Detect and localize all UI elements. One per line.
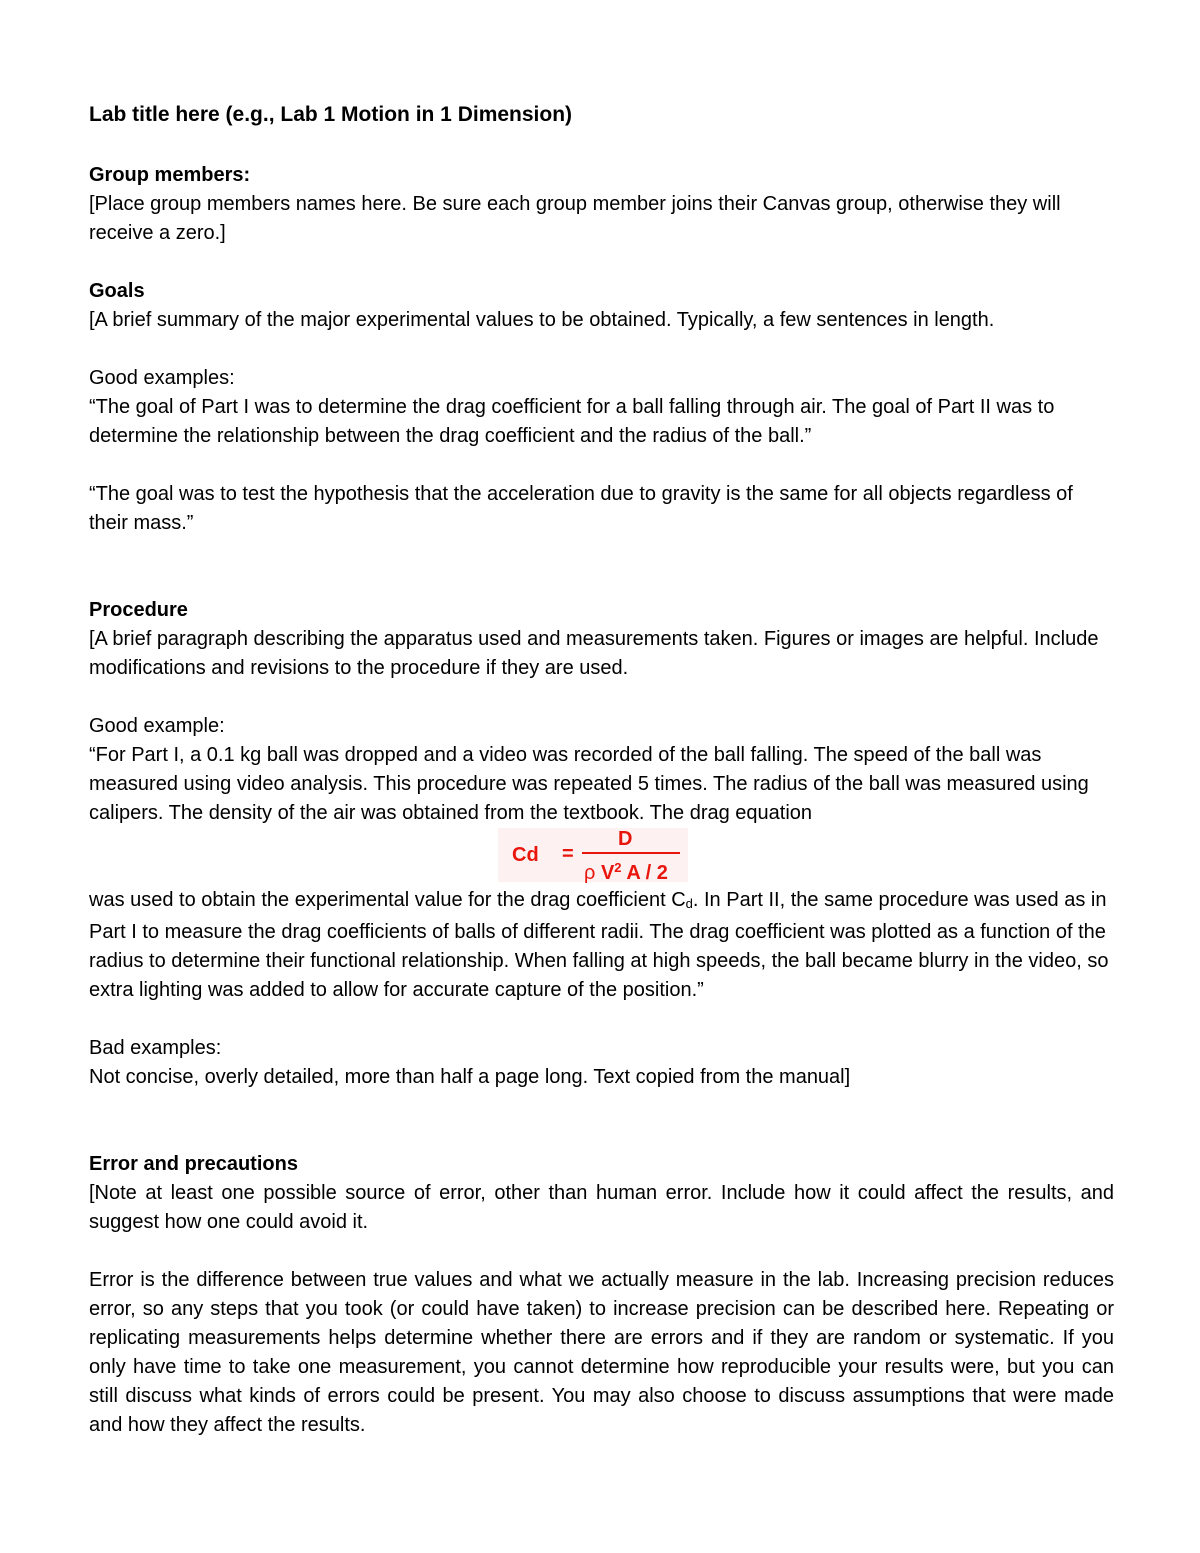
equation-fraction-bar bbox=[582, 852, 680, 854]
document-page bbox=[89, 100, 1114, 1440]
goals-heading: Goals bbox=[89, 280, 145, 302]
equation-exponent: 2 bbox=[614, 860, 622, 875]
equation-numerator: D bbox=[618, 828, 633, 850]
group-members-text: [Place group members names here. Be sure each group member joins their Canvas group, otherwise they will receive a zero.] bbox=[89, 193, 1061, 244]
lab-title: Lab title here (e.g., Lab 1 Motion in 1 Dimension) bbox=[89, 103, 573, 126]
drag-coefficient-subscript: d bbox=[685, 896, 693, 911]
equation-equals: = bbox=[562, 843, 574, 865]
procedure-example-part2-b: . In Part II, the same procedure was used as in Part I to measure the drag coefficients of balls of different radii. The drag coefficient was plotted as a function of the radius to determine their functional relationship. When falling at high speeds, the ball became blurry in the video, so extra lighting was added to allow for accurate capture of the position.” bbox=[89, 889, 1109, 1001]
errors-body: Error is the difference between true values and what we actually measure in the lab. Increasing precision reduces error, so any steps that you took (or could have taken) to increase precision can be described here. Repeating or replicating measurements helps determine whether there are errors and if they are random or systematic. If you only have time to take one measurement, you cannot determine how reproducible your results were, but you can still discuss what kinds of errors could be present. You may also choose to discuss assumptions that were made and how they affect the results. bbox=[89, 1269, 1114, 1436]
procedure-bad-text: Not concise, overly detailed, more than half a page long. Text copied from the manual] bbox=[89, 1066, 851, 1088]
group-members-heading: Group members: bbox=[89, 164, 251, 186]
goals-intro: [A brief summary of the major experimental values to be obtained. Typically, a few sentences in length. bbox=[89, 309, 995, 331]
procedure-intro: [A brief paragraph describing the apparatus used and measurements taken. Figures or images are helpful. Include modifications and revisions to the procedure if they are used. bbox=[89, 628, 1099, 679]
equation-v: V bbox=[600, 862, 615, 884]
errors-intro: [Note at least one possible source of error, other than human error. Include how it could affect the results, and suggest how one could avoid it. bbox=[89, 1182, 1114, 1233]
procedure-bad-label: Bad examples: bbox=[89, 1037, 222, 1059]
drag-equation bbox=[498, 828, 688, 882]
goals-example-1: “The goal of Part I was to determine the drag coefficient for a ball falling through air. The goal of Part II was to determine the relationship between the drag coefficient and the radius of the ball.” bbox=[89, 396, 1055, 447]
equation-rho: ρ bbox=[584, 862, 596, 884]
procedure-example-part2 bbox=[89, 886, 1114, 1005]
goals-good-label: Good examples: bbox=[89, 367, 235, 389]
procedure-heading: Procedure bbox=[89, 599, 188, 621]
procedure-example-part2-a: was used to obtain the experimental value for the drag coefficient C bbox=[89, 889, 686, 911]
procedure-example-part1: “For Part I, a 0.1 kg ball was dropped and a video was recorded of the ball falling. The speed of the ball was measured using video analysis. This procedure was repeated 5 times. The radius of the ball was measured using calipers. The density of the air was obtained from the textbook. The drag equation bbox=[89, 744, 1089, 824]
goals-example-2: “The goal was to test the hypothesis that the acceleration due to gravity is the same for all objects regardless of their mass.” bbox=[89, 483, 1073, 534]
equation-denominator bbox=[584, 856, 668, 885]
equation-lhs: Cd bbox=[512, 844, 539, 866]
errors-heading: Error and precautions bbox=[89, 1153, 298, 1175]
drag-equation-row bbox=[89, 828, 1114, 886]
procedure-good-label: Good example: bbox=[89, 715, 225, 737]
equation-rest: A / 2 bbox=[626, 862, 668, 884]
